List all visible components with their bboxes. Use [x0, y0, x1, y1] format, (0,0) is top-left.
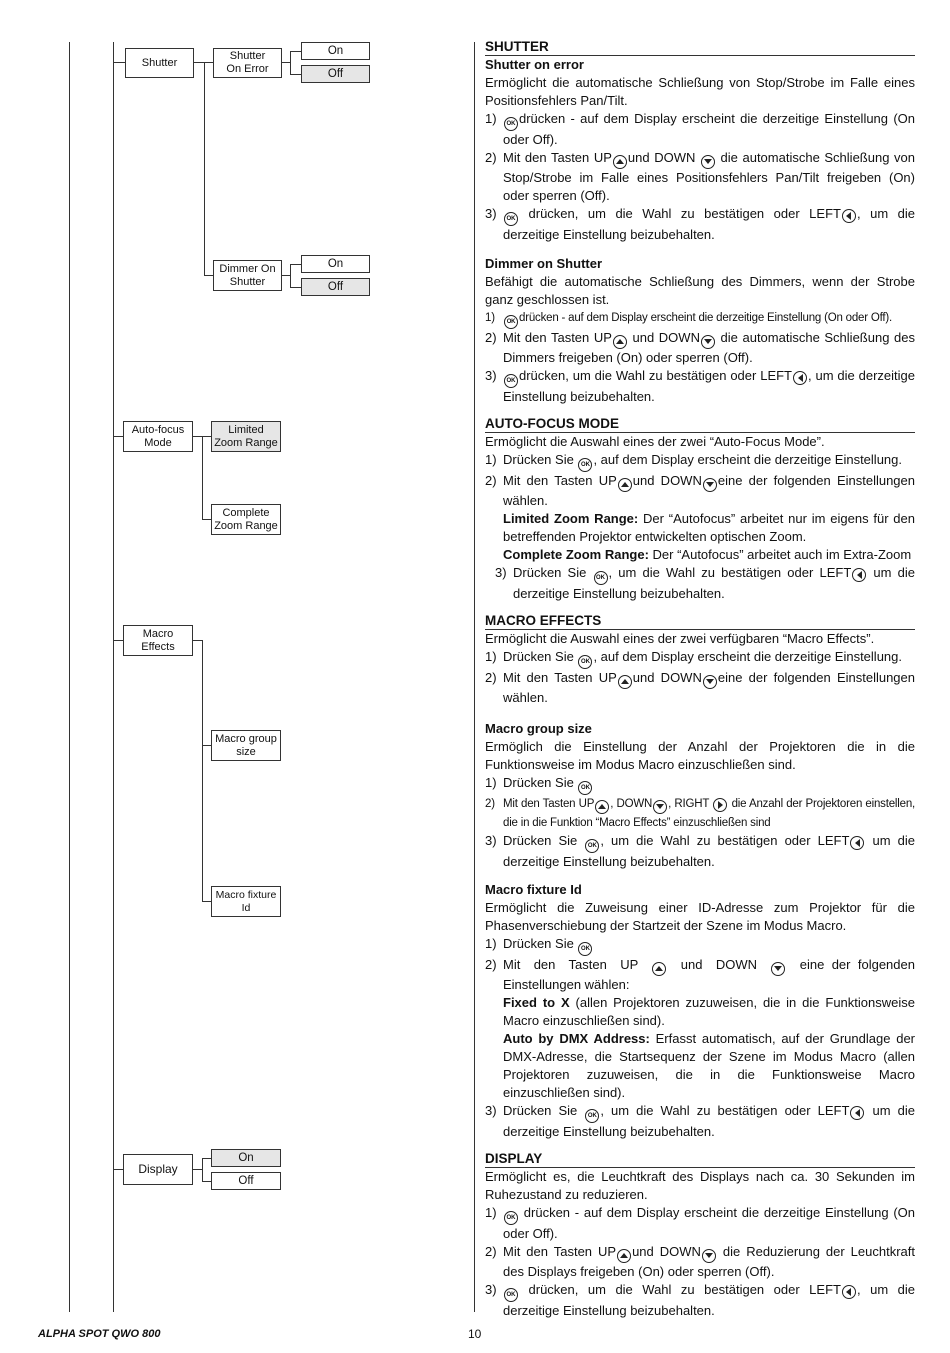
- up-arrow-icon: [613, 155, 627, 169]
- step: 2) Mit den Tasten UP und DOWN eine der folgenden Einstellungen wählen.: [485, 670, 916, 705]
- tree-node-macro-group-size: Macro group size: [211, 730, 281, 761]
- description: Ermöglicht die Zuweisung einer ID-Adresse zum Projektor für die Phasenverschiebung der Startzeit der Szene im Modus Macro.: [485, 900, 915, 933]
- step: 2) Mit den Tasten UP und DOWN die Reduzierung der Leuchtkraft des Displays freigeben (On) oder sperren (Off).: [485, 1244, 915, 1279]
- tree-node-shutter-on-error: Shutter On Error: [213, 48, 282, 78]
- option-complete: Complete Zoom Range: Der “Autofocus” arbeitet auch im Extra-Zoom: [503, 546, 912, 562]
- step: 2) Mit den Tasten UP und DOWN die automatische Schließung des Dimmers freigeben (On) oder sperren (Off).: [485, 330, 915, 365]
- subsection-heading: Macro group size: [485, 721, 592, 736]
- up-arrow-icon: [618, 478, 632, 492]
- tree-node-shutter: Shutter: [125, 48, 194, 78]
- description: Ermöglicht die automatische Schließung von Stop/Strobe im Falle eines Positionsfehlers Pan/Tilt.: [485, 75, 915, 108]
- section-heading: MACRO EFFECTS: [485, 612, 915, 630]
- tree-option-on: On: [301, 42, 370, 60]
- menu-tree: [0, 0, 470, 1353]
- step: 3) Drücken Sie OK , um die Wahl zu bestätigen oder LEFT um die derzeitige Einstellung beizubehalten.: [485, 832, 915, 869]
- tree-line: [113, 42, 114, 1312]
- left-arrow-icon: [850, 1106, 864, 1120]
- tree-option-on: On: [301, 255, 370, 273]
- tree-node-macro-effects: Macro Effects: [123, 625, 193, 656]
- down-arrow-icon: [703, 675, 717, 689]
- subsection-heading: Dimmer on Shutter: [485, 256, 603, 271]
- footer-product-name: ALPHA SPOT QWO 800: [38, 1328, 161, 1340]
- section-macro-effects: [485, 612, 915, 707]
- ok-icon: OK: [504, 212, 518, 226]
- step: 2) Mit den Tasten UP und DOWN eine der folgenden Einstellungen wählen:: [485, 957, 915, 992]
- ok-icon: OK: [504, 1288, 518, 1302]
- ok-icon: OK: [504, 117, 518, 131]
- description: Ermöglich die Einstellung der Anzahl der Projektoren die in die Funktionsweise im Modus Macro einzuschließen sind.: [485, 739, 915, 772]
- section-heading: AUTO-FOCUS MODE: [485, 415, 915, 433]
- option-limited: Limited Zoom Range: Der “Autofocus” arbeitet nur im eigens für den betreffenden Projektor entwickelten optischen Zoom.: [503, 510, 915, 544]
- section-macro-fixture-id: [485, 881, 915, 1141]
- step: 2) Mit den Tasten UP , DOWN , RIGHT die Anzahl der Projektoren einstellen, die in die Funktion “Macro Effects” einzuschließen sind: [485, 798, 916, 829]
- tree-line: [69, 42, 70, 1312]
- tree-node-autofocus-mode: Auto-focus Mode: [123, 421, 193, 452]
- ok-icon: OK: [504, 374, 518, 388]
- down-arrow-icon: [702, 1249, 716, 1263]
- up-arrow-icon: [613, 335, 627, 349]
- up-arrow-icon: [617, 1249, 631, 1263]
- down-arrow-icon: [771, 962, 785, 976]
- step: 1) OK drücken - auf dem Display erscheint die derzeitige Einstellung (On oder Off).: [485, 1205, 915, 1241]
- tree-option-off: Off: [301, 65, 370, 83]
- step: 3) OK drücken, um die Wahl zu bestätigen oder LEFT , um die derzeitige Einstellung beizubehalten.: [485, 205, 915, 242]
- up-arrow-icon: [618, 675, 632, 689]
- step: 1) Drücken Sie OK , auf dem Display erscheint die derzeitige Einstellung.: [485, 648, 915, 669]
- section-display: [485, 1150, 915, 1320]
- up-arrow-icon: [652, 962, 666, 976]
- ok-icon: OK: [504, 1211, 518, 1225]
- left-arrow-icon: [793, 371, 807, 385]
- step: 1) Drücken Sie OK: [485, 935, 915, 956]
- down-arrow-icon: [653, 800, 667, 814]
- page-number: 10: [468, 1327, 482, 1341]
- tree-node-display: Display: [123, 1154, 193, 1185]
- down-arrow-icon: [701, 335, 715, 349]
- step: 3) OK drücken, um die Wahl zu bestätigen oder LEFT , um die derzeitige Einstellung beizubehalten.: [485, 367, 915, 404]
- tree-node-dimmer-on-shutter: Dimmer On Shutter: [213, 260, 282, 291]
- section-heading: DISPLAY: [485, 1150, 915, 1168]
- ok-icon: OK: [504, 315, 518, 329]
- tree-node-complete-zoom-range: Complete Zoom Range: [211, 504, 281, 535]
- ok-icon: OK: [578, 942, 592, 956]
- step: 2) Mit den Tasten UP und DOWN die automatische Schließung von Stop/Strobe im Falle eines Positionsfehlers Pan/Tilt freigeben (On) oder sperren (Off).: [485, 150, 915, 203]
- option-fixed: Fixed to X (allen Projektoren zuzuweisen, die in die Funktionsweise Macro einzuschließen sind).: [503, 994, 915, 1028]
- description: Ermöglicht die Auswahl eines der zwei “Auto-Focus Mode”.: [485, 434, 825, 449]
- section-autofocus-mode: [485, 415, 915, 603]
- tree-option-on: On: [211, 1149, 281, 1167]
- left-arrow-icon: [842, 209, 856, 223]
- down-arrow-icon: [701, 155, 715, 169]
- ok-icon: OK: [578, 655, 592, 669]
- description: Ermöglicht es, die Leuchtkraft des Displays nach ca. 30 Sekunden im Ruhezustand zu reduzieren.: [485, 1169, 915, 1202]
- section-dimmer-on-shutter: [485, 255, 915, 406]
- option-auto-dmx: Auto by DMX Address: Erfasst automatisch, auf der Grundlage der DMX-Adresse, die Startsequenz der Szene im Modus Macro (allen Projektoren zuzuweisen, die in die Funktionsweise Macro einzuschließen sind).: [503, 1030, 915, 1100]
- ok-icon: OK: [578, 781, 592, 795]
- tree-node-macro-fixture-id: Macro fixture Id: [211, 886, 281, 917]
- ok-icon: OK: [585, 839, 599, 853]
- ok-icon: OK: [585, 1109, 599, 1123]
- step: 3) Drücken Sie OK , um die Wahl zu bestätigen oder LEFT um die derzeitige Einstellung beizubehalten.: [485, 1102, 915, 1139]
- section-shutter: [485, 38, 915, 244]
- left-arrow-icon: [850, 836, 864, 850]
- step: 3) OK drücken, um die Wahl zu bestätigen oder LEFT , um die derzeitige Einstellung beizubehalten.: [485, 1281, 915, 1318]
- section-heading: SHUTTER: [485, 38, 915, 56]
- tree-node-limited-zoom-range: Limited Zoom Range: [211, 421, 281, 452]
- step: 2) Mit den Tasten UP und DOWN eine der folgenden Einstellungen wählen.: [485, 473, 916, 508]
- ok-icon: OK: [578, 458, 592, 472]
- subsection-heading: Shutter on error: [485, 57, 584, 72]
- step: 1) Drücken Sie OK: [485, 774, 915, 795]
- step: 1) OK drücken - auf dem Display erscheint die derzeitige Einstellung (On oder Off).: [485, 111, 915, 147]
- description: Ermöglicht die Auswahl eines der zwei verfügbaren “Macro Effects”.: [485, 631, 875, 646]
- tree-option-off: Off: [301, 278, 370, 296]
- step: 1) OK drücken - auf dem Display erscheint die derzeitige Einstellung (On oder Off).: [485, 309, 915, 329]
- subsection-heading: Macro fixture Id: [485, 882, 582, 897]
- left-arrow-icon: [842, 1285, 856, 1299]
- right-arrow-icon: [713, 798, 727, 812]
- left-arrow-icon: [852, 568, 866, 582]
- section-macro-group-size: [485, 720, 915, 871]
- ok-icon: OK: [594, 571, 608, 585]
- down-arrow-icon: [703, 478, 717, 492]
- tree-option-off: Off: [211, 1172, 281, 1190]
- description: Befähigt die automatische Schließung des Dimmers, wenn der Strobe ganz geschlossen ist.: [485, 274, 915, 307]
- up-arrow-icon: [595, 800, 609, 814]
- tree-line: [474, 42, 475, 1312]
- step: 3) Drücken Sie OK , um die Wahl zu bestätigen oder LEFT um die derzeitige Einstellung beizubehalten.: [495, 564, 915, 601]
- step: 1) Drücken Sie OK , auf dem Display erscheint die derzeitige Einstellung.: [485, 451, 915, 472]
